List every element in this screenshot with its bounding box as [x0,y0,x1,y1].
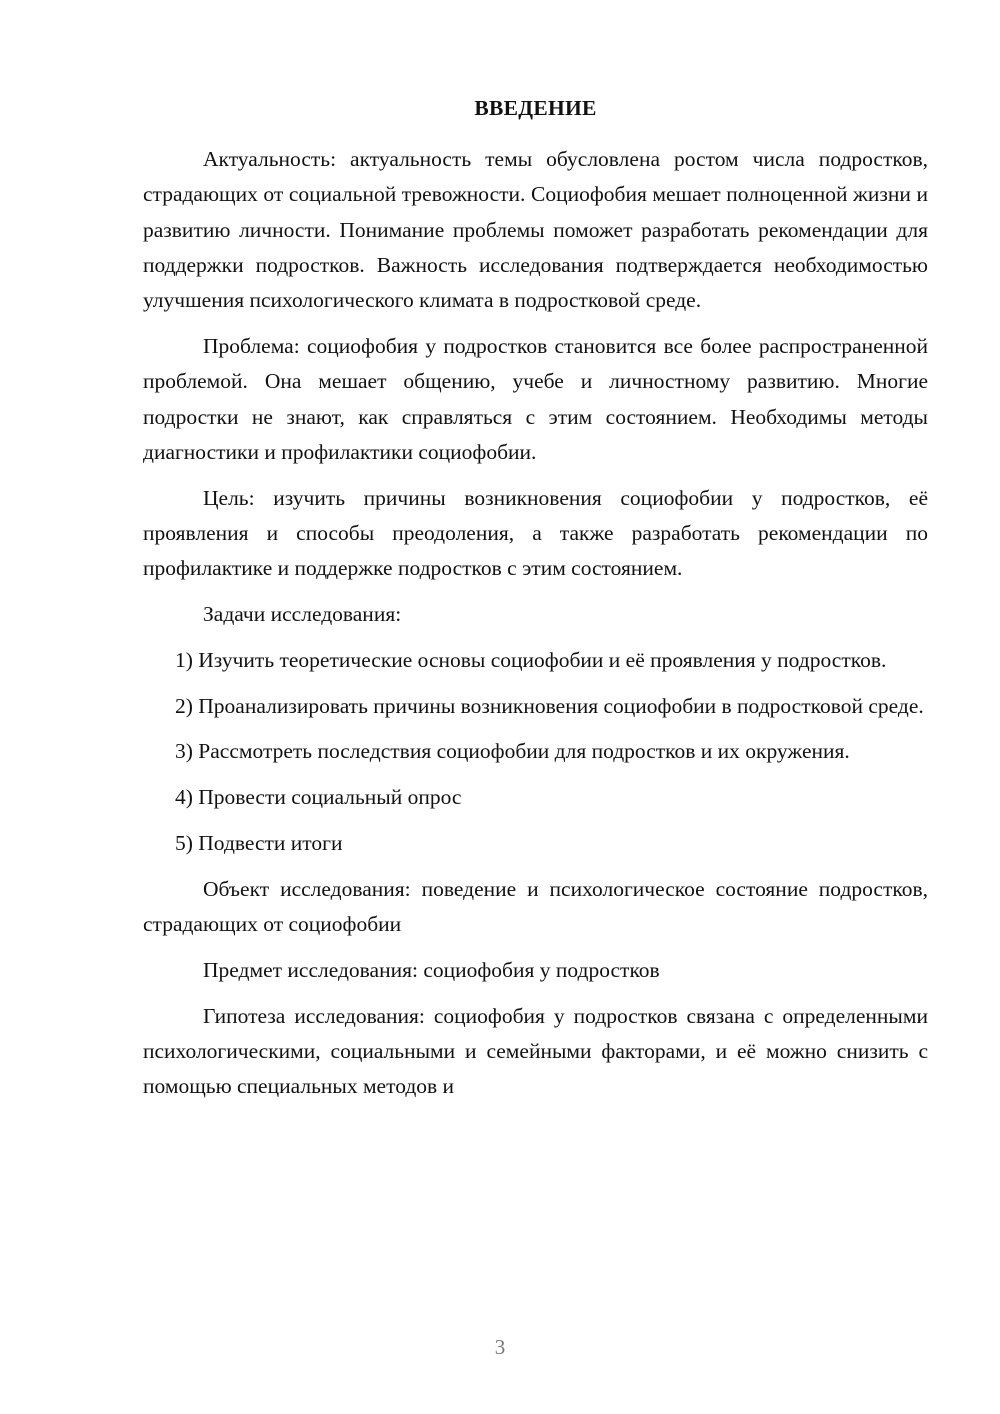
task-item-4: 4) Провести социальный опрос [175,785,462,810]
paragraph-object: Объект исследования: поведение и психологическое состояние подростков, страдающих от социофобии [143,876,928,937]
task-item-5: 5) Подвести итоги [175,831,343,856]
paragraph-hypothesis: Гипотеза исследования: социофобия у подростков связана с определенными психологическими, социальными и семейными факторами, и её можно снизить с помощью специальных методов и [143,1003,928,1099]
tasks-title: Задачи исследования: [203,602,402,627]
paragraph-subject: Предмет исследования: социофобия у подростков [203,957,660,982]
page-title: ВВЕДЕНИЕ [474,96,597,120]
paragraph-problem: Проблема: социофобия у подростков становится все более распространенной проблемой. Она мешает общению, учебе и личностному развитию. Многие подростки не знают, как справляться с этим состоянием. Необходимы методы диагностики и профилактики социофобии. [143,333,928,464]
document-body [143,142,928,1115]
task-item-2: 2) Проанализировать причины возникновения социофобии в подростковой среде. [175,693,924,718]
page-number: 3 [494,1335,506,1359]
task-item-3: 3) Рассмотреть последствия социофобии для подростков и их окружения. [175,739,850,764]
paragraph-goal: Цель: изучить причины возникновения социофобии у подростков, её проявления и способы преодоления, а также разработать рекомендации по профилактике и поддержке подростков с этим состоянием. [143,485,928,581]
task-item-1: 1) Изучить теоретические основы социофобии и её проявления у подростков. [175,647,887,672]
paragraph-relevance: Актуальность: актуальность темы обусловлена ростом числа подростков, страдающих от социальной тревожности. Социофобия мешает полноценной жизни и развитию личности. Понимание проблемы поможет разработать рекомендации для поддержки подростков. Важность исследования подтверждается необходимостью улучшения психологического климата в подростковой среде. [143,147,928,313]
